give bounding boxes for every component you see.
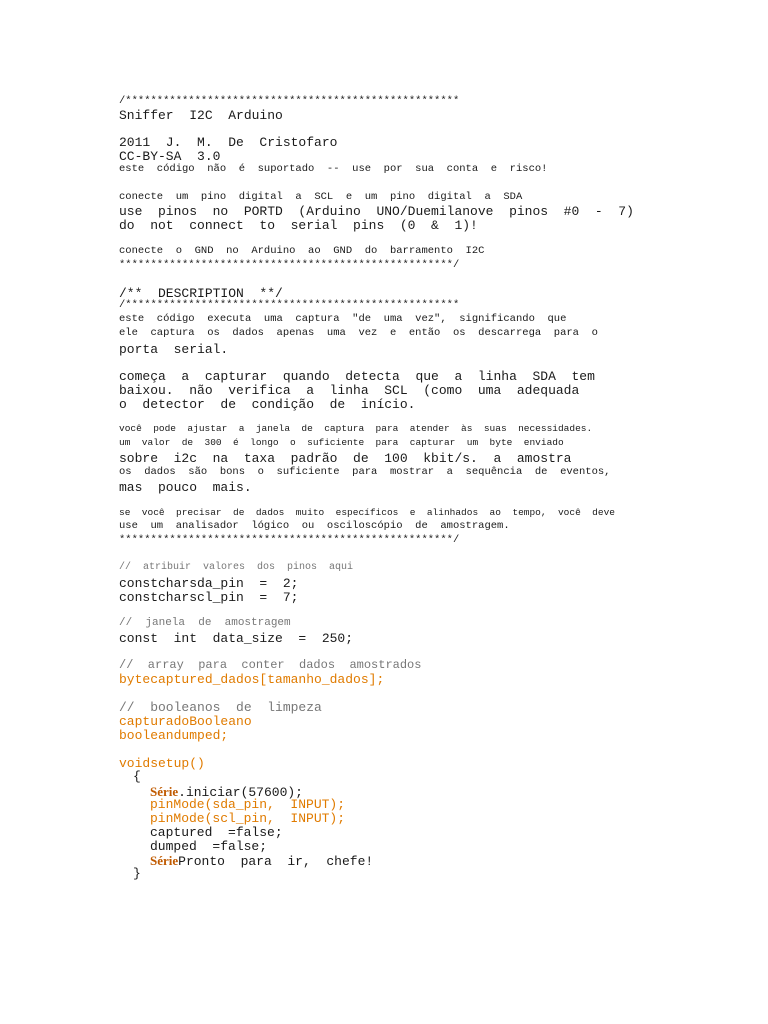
brace-close: } — [133, 866, 141, 881]
description-stars-close: *****************************************************/ — [119, 534, 460, 546]
author-line: 2011 J. M. De Cristofaro — [119, 135, 338, 150]
serial-ready-line — [150, 854, 373, 868]
pinmode-sda-line: pinMode(sda_pin, INPUT); — [150, 797, 346, 812]
description-p3-line-1: você pode ajustar a janela de captura para atender às suas necessidades. — [119, 423, 593, 434]
disclaimer-line: este código não é suportado -- use por sua conta e risco! — [119, 163, 548, 175]
comment-stars-open: /***************************************************** — [119, 95, 460, 107]
pinmode-scl-line: pinMode(scl_pin, INPUT); — [150, 811, 346, 826]
brace-open: { — [133, 769, 141, 784]
description-p3-line-2: um valor de 300 é longo o suficiente para capturar um byte enviado — [119, 437, 564, 448]
setup-function-signature: voidsetup() — [119, 756, 205, 771]
wiring-line-1: conecte um pino digital a SCL e um pino digital a SDA — [119, 191, 523, 203]
serial-begin-call: .iniciar(57600); — [178, 785, 303, 800]
comment-array: // array para conter dados amostrados — [119, 658, 422, 672]
sda-pin-declaration: constcharsda_pin = 2; — [119, 576, 299, 591]
comment-booleans: // booleanos de limpeza — [119, 700, 322, 715]
dumped-false-line: dumped =false; — [150, 839, 268, 854]
comment-stars-close: *****************************************************/ — [119, 259, 460, 271]
data-size-declaration: const int data_size = 250; — [119, 631, 354, 646]
description-p2-line-2: baixou. não verifica a linha SCL (como uma adequada — [119, 383, 580, 398]
description-p4-line-1: se você precisar de dados muito específicos e alinhados ao tempo, você deve — [119, 507, 615, 518]
description-p3-line-4: os dados são bons o suficiente para mostrar a sequência de eventos, — [119, 466, 611, 478]
serie-keyword: Série — [150, 784, 179, 799]
license-line: CC-BY-SA 3.0 — [119, 149, 221, 164]
ready-message: Pronto para ir, chefe! — [178, 854, 374, 869]
boolean-captured: capturadoBooleano — [119, 714, 252, 729]
captured-array-declaration: bytecaptured_dados[tamanho_dados]; — [119, 672, 385, 687]
description-p1-line-1: este código executa uma captura "de uma vez", significando que — [119, 313, 567, 325]
description-p1-line-3: porta serial. — [119, 342, 229, 357]
description-heading: /** DESCRIPTION **/ — [119, 286, 283, 301]
scl-pin-declaration: constcharscl_pin = 7; — [119, 590, 299, 605]
description-p4-line-2: use um analisador lógico ou osciloscópio de amostragem. — [119, 520, 510, 532]
comment-sampling-window: // janela de amostragem — [119, 617, 291, 629]
wiring-line-2: use pinos no PORTD (Arduino UNO/Duemilanove pinos #0 - 7) — [119, 204, 634, 219]
sketch-title: Sniffer I2C Arduino — [119, 108, 283, 123]
comment-pin-values: // atribuir valores dos pinos aqui — [119, 562, 354, 573]
description-p2-line-3: o detector de condição de início. — [119, 397, 416, 412]
description-stars-open: /***************************************************** — [119, 299, 460, 311]
captured-false-line: captured =false; — [150, 825, 283, 840]
description-p2-line-1: começa a capturar quando detecta que a linha SDA tem — [119, 369, 595, 384]
serie-keyword-2: Série — [150, 853, 179, 868]
wiring-line-3: do not connect to serial pins (0 & 1)! — [119, 218, 478, 233]
description-p3-line-3: sobre i2c na taxa padrão de 100 kbit/s. a amostra — [119, 451, 572, 466]
gnd-line: conecte o GND no Arduino ao GND do barramento I2C — [119, 245, 485, 257]
description-p1-line-2: ele captura os dados apenas uma vez e então os descarrega para o — [119, 327, 598, 339]
description-p3-line-5: mas pouco mais. — [119, 480, 252, 495]
boolean-dumped: booleandumped; — [119, 728, 229, 743]
